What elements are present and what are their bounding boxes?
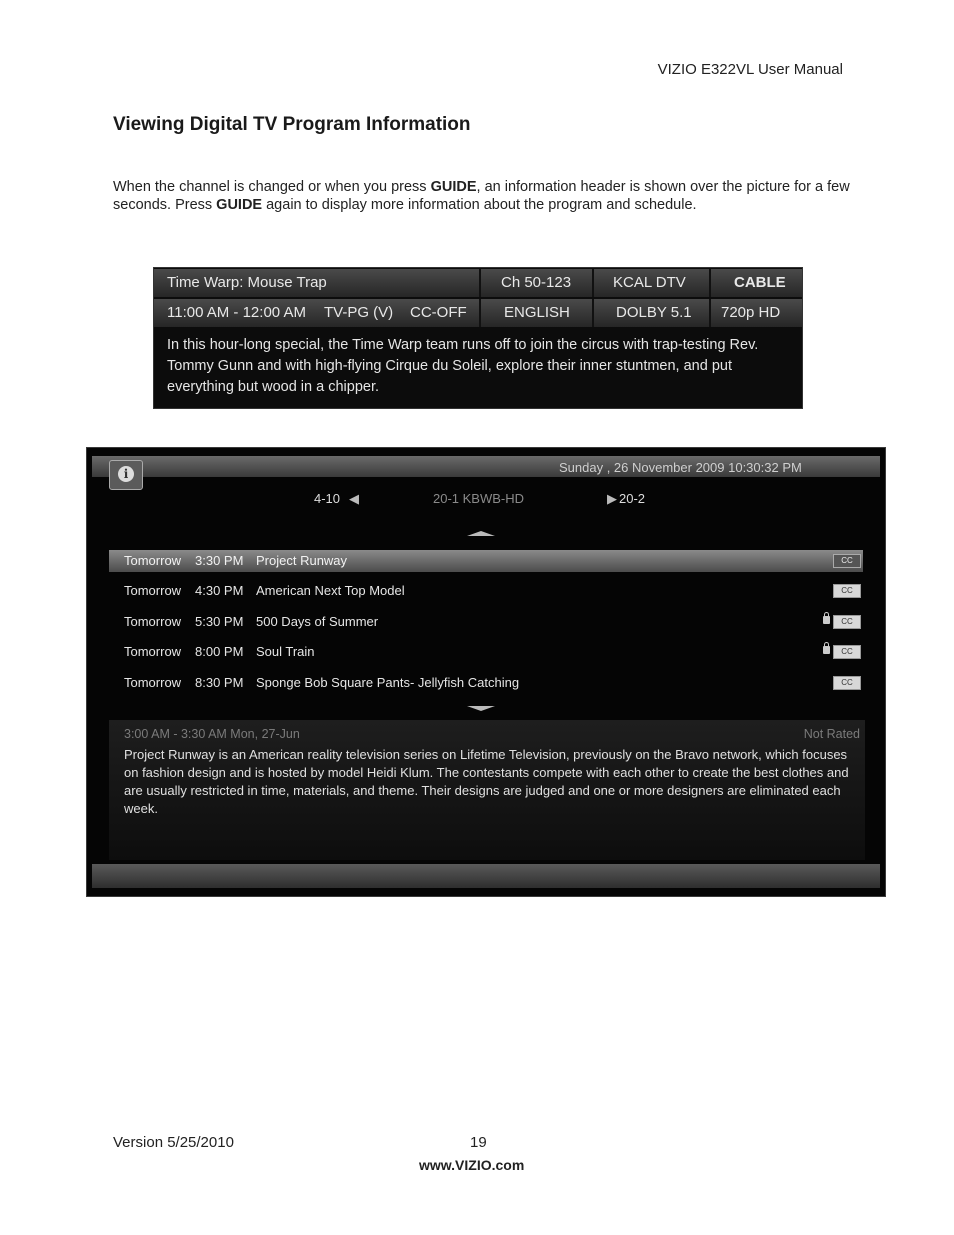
program-guide-screenshot	[86, 447, 886, 897]
cc-icon: CC	[833, 615, 861, 629]
program-day: Tomorrow	[124, 583, 182, 598]
detail-description: Project Runway is an American reality television series on Lifetime Television, previously on the Bravo network, which focuses on fashion design and is hosted by model Heidi Klum. The contestants compete with each other to create the best clothes and are usually restricted in time, materials, and theme. Their designs are judged and one or more designers are eliminated each week.	[124, 747, 849, 816]
cc-icon: CC	[833, 554, 861, 568]
guide-current-channel: 20-1 KBWB-HD	[433, 491, 525, 506]
info-banner-row-2	[154, 299, 802, 327]
footer-url: www.VIZIO.com	[419, 1157, 525, 1173]
info-icon: i	[109, 460, 143, 490]
program-row[interactable]	[109, 672, 863, 694]
right-arrow-icon[interactable]: ▶	[607, 491, 617, 506]
intro-bold-guide-2: GUIDE	[216, 197, 263, 213]
footer-version: Version 5/25/2010	[113, 1134, 234, 1151]
program-day: Tomorrow	[124, 675, 182, 690]
program-row[interactable]	[109, 611, 863, 633]
intro-paragraph	[113, 178, 853, 214]
intro-text-3: again to display more information about the program and schedule.	[262, 197, 697, 213]
guide-datetime: Sunday , 26 November 2009 10:30:32 PM	[559, 460, 802, 475]
banner-divider	[709, 299, 711, 327]
banner-rating: TV-PG (V)	[324, 304, 394, 321]
program-title: 500 Days of Summer	[256, 614, 379, 629]
banner-description: In this hour-long special, the Time Warp team runs off to join the circus with trap-testing Rev. Tommy Gunn and with high-flying Cirque du Soleil, explore their inner stuntmen, and put everything but wood in a chipper.	[167, 337, 759, 395]
program-time: 8:00 PM	[195, 644, 244, 659]
banner-language: ENGLISH	[504, 304, 570, 321]
lock-icon	[823, 646, 830, 654]
left-arrow-icon[interactable]: ◀	[349, 491, 359, 506]
info-banner-screenshot	[153, 267, 803, 409]
program-row-selected[interactable]	[109, 550, 863, 572]
banner-station: KCAL DTV	[613, 274, 686, 291]
guide-prev-channel[interactable]: 4-10	[314, 491, 341, 506]
banner-divider	[479, 269, 481, 297]
program-time: 5:30 PM	[195, 614, 244, 629]
program-day: Tomorrow	[124, 553, 182, 568]
detail-rating: Not Rated	[803, 727, 860, 741]
program-time: 8:30 PM	[195, 675, 244, 690]
program-title: American Next Top Model	[256, 583, 405, 598]
banner-divider	[479, 299, 481, 327]
program-title: Soul Train	[256, 644, 315, 659]
cc-icon: CC	[833, 645, 861, 659]
intro-bold-guide-1: GUIDE	[430, 179, 477, 195]
cc-icon: CC	[833, 676, 861, 690]
scroll-down-icon[interactable]	[467, 706, 495, 711]
banner-program-name: Time Warp: Mouse Trap	[167, 274, 327, 291]
program-detail-panel	[109, 720, 865, 860]
banner-audio: DOLBY 5.1	[616, 304, 692, 321]
program-title: Project Runway	[256, 553, 348, 568]
banner-cc-status: CC-OFF	[410, 304, 467, 321]
info-banner-row-1	[154, 269, 802, 297]
scroll-up-icon[interactable]	[467, 531, 495, 536]
banner-divider	[709, 269, 711, 297]
intro-text-1: When the channel is changed or when you press	[113, 179, 431, 195]
program-time: 3:30 PM	[195, 553, 244, 568]
intro-text-2: , an information header is shown over the picture for a few seconds. Press	[113, 179, 850, 213]
banner-source: CABLE	[734, 274, 786, 291]
section-title: Viewing Digital TV Program Information	[113, 114, 471, 135]
guide-bottom-bar	[92, 864, 880, 888]
program-row[interactable]	[109, 641, 863, 663]
guide-next-channel[interactable]: 20-2	[619, 491, 646, 506]
cc-icon: CC	[833, 584, 861, 598]
banner-divider	[592, 269, 594, 297]
banner-resolution: 720p HD	[721, 304, 781, 321]
page-number: 19	[470, 1134, 487, 1151]
program-row[interactable]	[109, 580, 863, 602]
banner-time-range: 11:00 AM - 12:00 AM	[167, 304, 306, 321]
manual-header-title: VIZIO E322VL User Manual	[657, 61, 843, 78]
banner-channel: Ch 50-123	[501, 274, 572, 291]
program-day: Tomorrow	[124, 644, 182, 659]
program-time: 4:30 PM	[195, 583, 244, 598]
program-day: Tomorrow	[124, 614, 182, 629]
lock-icon	[823, 616, 830, 624]
banner-divider	[592, 299, 594, 327]
detail-time: 3:00 AM - 3:30 AM Mon, 27-Jun	[124, 727, 300, 741]
program-title: Sponge Bob Square Pants- Jellyfish Catching	[256, 675, 520, 690]
